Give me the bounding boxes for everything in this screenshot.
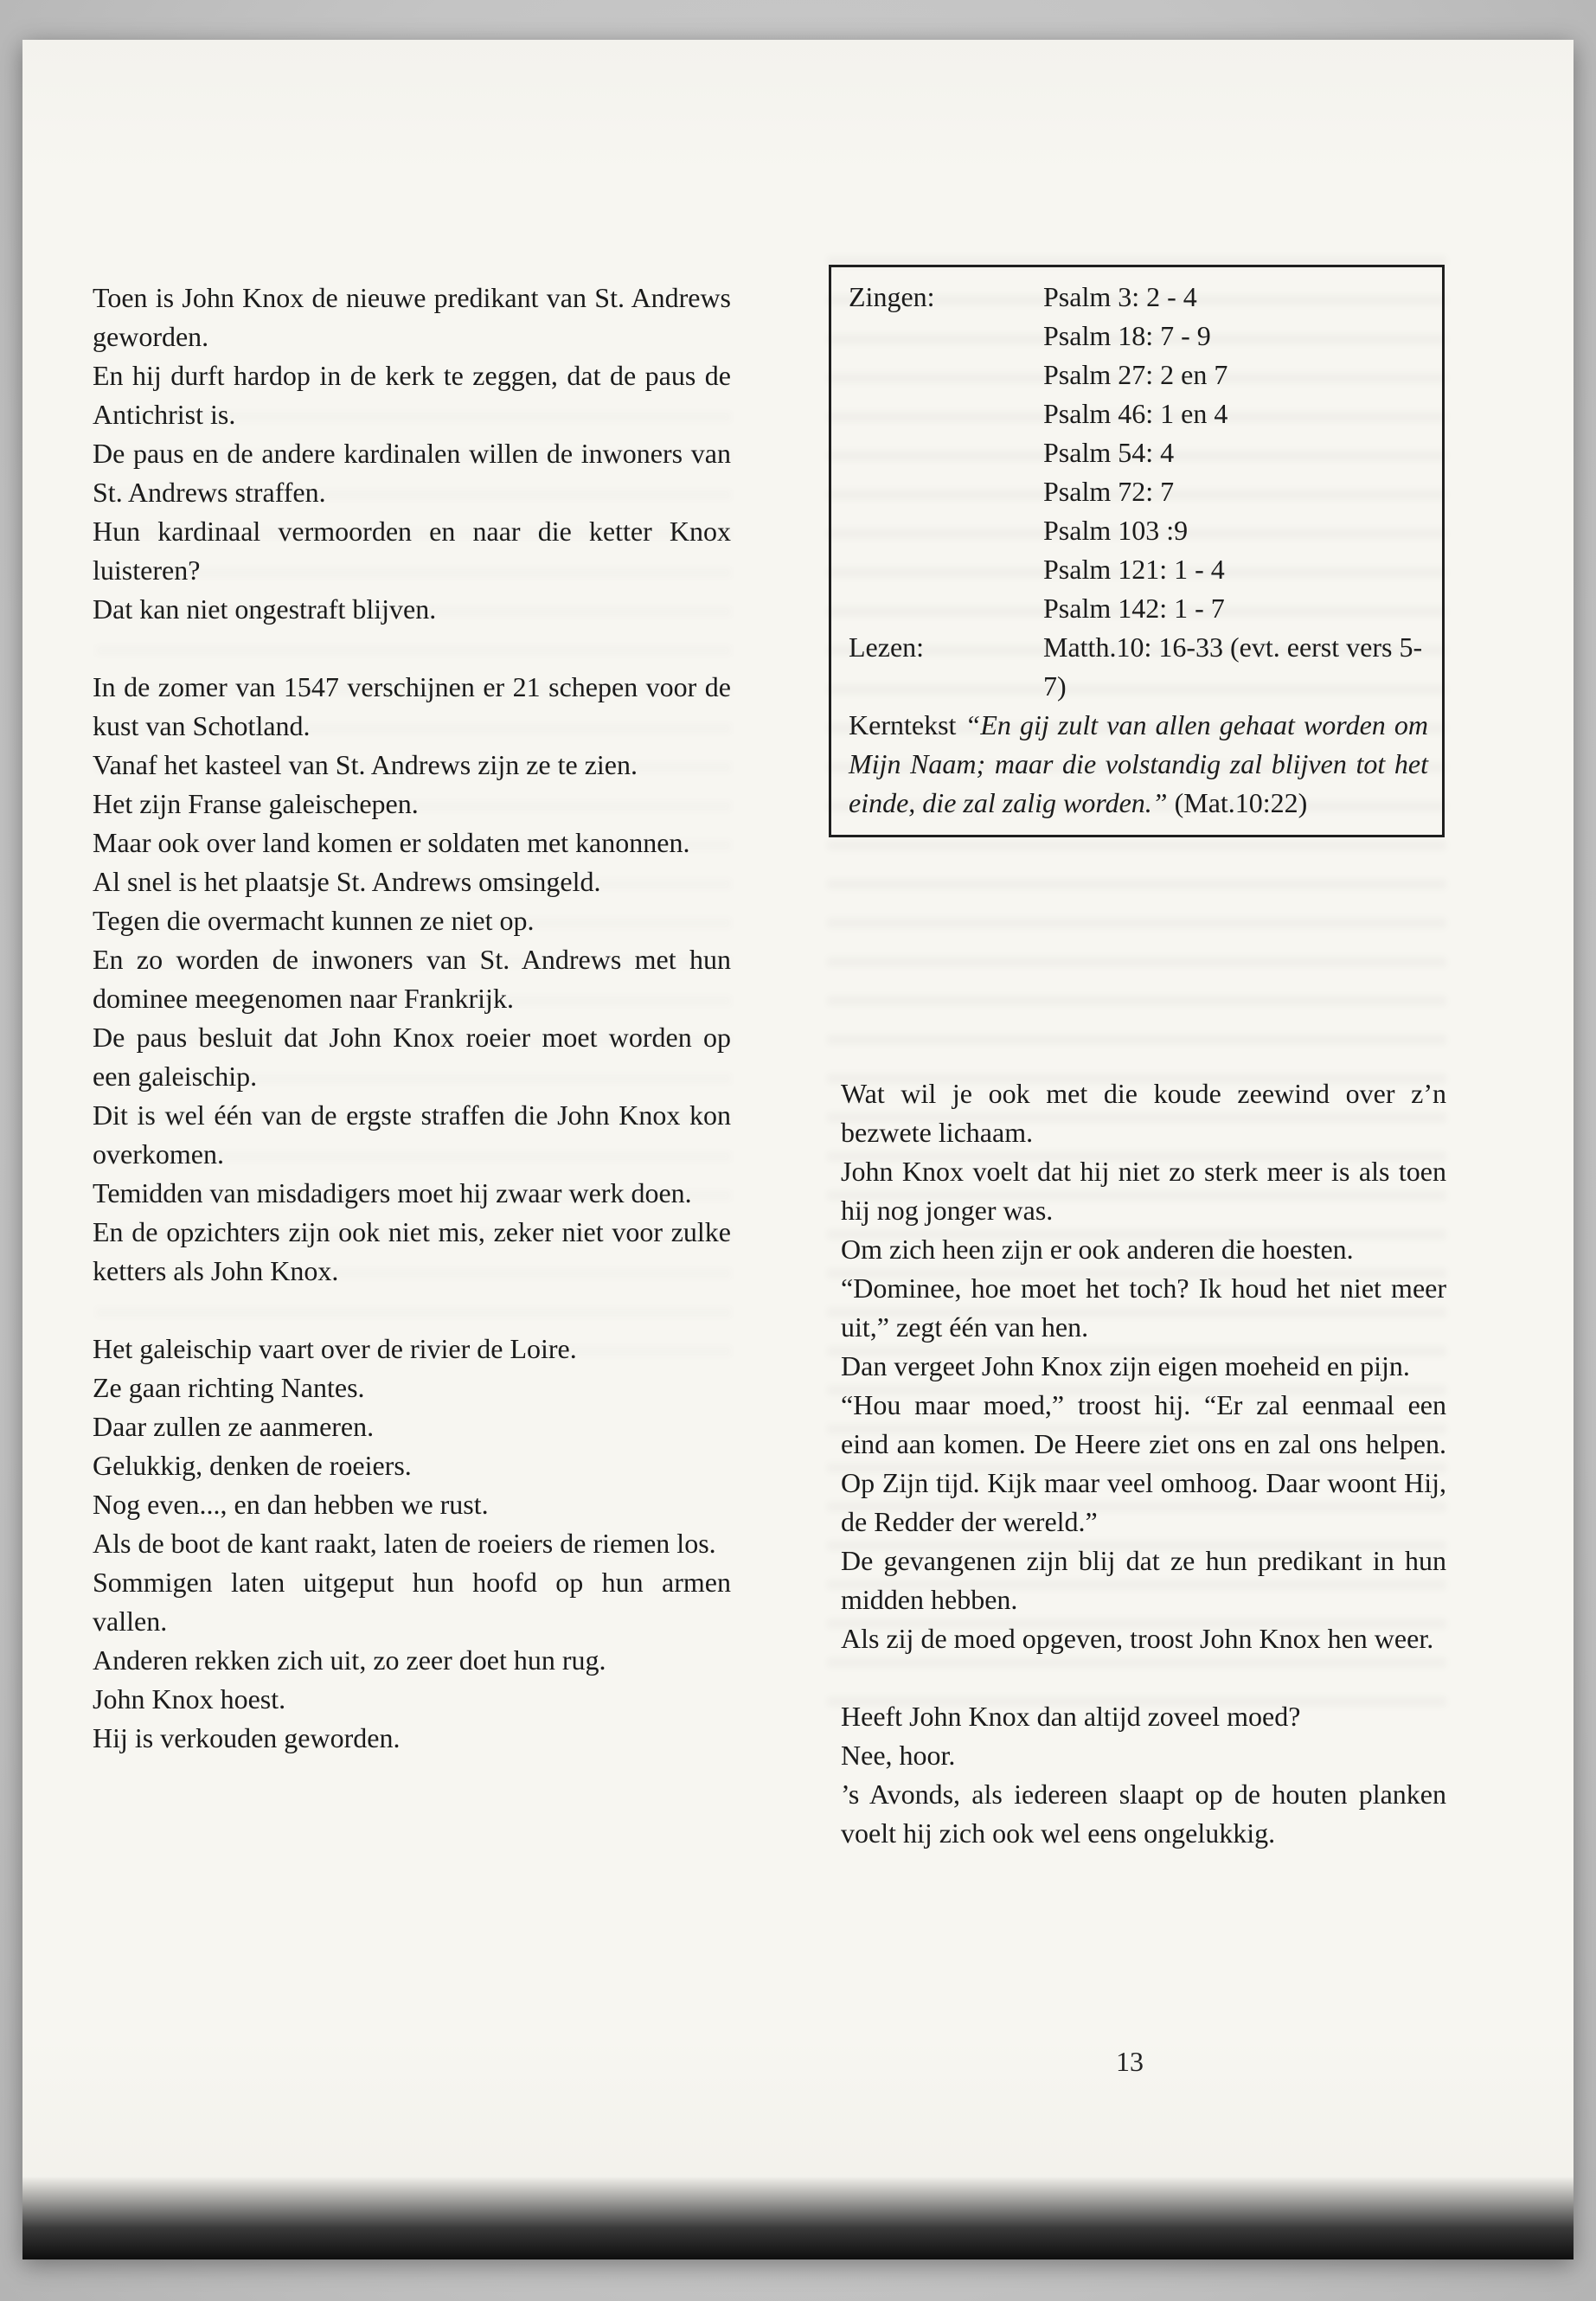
paragraph: Dan vergeet John Knox zijn eigen moeheid en pijn. bbox=[841, 1350, 1410, 1381]
paragraph: De paus en de andere kardinalen willen de inwoners van St. Andrews straffen. bbox=[93, 438, 731, 508]
paragraph: “Dominee, hoe moet het toch? Ik houd het niet meer uit,” zegt één van hen. bbox=[841, 1272, 1446, 1343]
psalm-list bbox=[1043, 278, 1428, 628]
paragraph: En hij durft hardop in de kerk te zeggen, dat de paus de Antichrist is. bbox=[93, 360, 731, 430]
paragraph: En zo worden de inwoners van St. Andrews met hun dominee meegenomen naar Frankrijk. bbox=[93, 944, 731, 1014]
psalm-item: Psalm 27: 2 en 7 bbox=[1043, 359, 1228, 390]
zingen-row bbox=[849, 278, 1428, 628]
psalm-item: Psalm 72: 7 bbox=[1043, 476, 1175, 507]
right-column bbox=[841, 1074, 1446, 1853]
zingen-label: Zingen: bbox=[849, 281, 935, 312]
page-number: 13 bbox=[1116, 2046, 1144, 2077]
paragraph: Nog even..., en dan hebben we rust. bbox=[93, 1489, 489, 1520]
lezen-label: Lezen: bbox=[849, 631, 925, 663]
psalm-item: Psalm 18: 7 - 9 bbox=[1043, 320, 1211, 351]
kerntekst-paragraph bbox=[849, 706, 1428, 823]
paragraph: Om zich heen zijn er ook anderen die hoesten. bbox=[841, 1234, 1354, 1265]
paragraph: John Knox hoest. bbox=[93, 1683, 286, 1715]
kerntekst-quote: “En gij zult van allen gehaat worden om Mijn Naam; maar die volstandig zal blijven tot het einde, die zal zalig worden.” bbox=[849, 709, 1429, 818]
text-block bbox=[93, 279, 731, 629]
paragraph: Dat kan niet ongestraft blijven. bbox=[93, 593, 437, 625]
paragraph: Gelukkig, denken de roeiers. bbox=[93, 1450, 412, 1481]
paragraph: Het zijn Franse galeischepen. bbox=[93, 788, 419, 819]
text-block bbox=[841, 1074, 1446, 1658]
psalm-item: Psalm 103 :9 bbox=[1043, 515, 1189, 546]
paragraph: Anderen rekken zich uit, zo zeer doet hun rug. bbox=[93, 1644, 606, 1676]
paragraph: Dit is wel één van de ergste straffen die John Knox kon overkomen. bbox=[93, 1099, 731, 1170]
paragraph: Heeft John Knox dan altijd zoveel moed? bbox=[841, 1701, 1301, 1732]
psalm-item: Psalm 142: 1 - 7 bbox=[1043, 593, 1225, 624]
paragraph: De gevangenen zijn blij dat ze hun predikant in hun midden hebben. bbox=[841, 1545, 1446, 1615]
paragraph: Sommigen laten uitgeput hun hoofd op hun armen vallen. bbox=[93, 1567, 731, 1637]
text-block bbox=[841, 1697, 1446, 1853]
paragraph: ’s Avonds, als iedereen slaapt op de houten planken voelt hij zich ook wel eens ongelukkig. bbox=[841, 1779, 1446, 1849]
paragraph: De paus besluit dat John Knox roeier moet worden op een galeischip. bbox=[93, 1022, 731, 1092]
paragraph: John Knox voelt dat hij niet zo sterk meer is als toen hij nog jonger was. bbox=[841, 1156, 1446, 1226]
paragraph: In de zomer van 1547 verschijnen er 21 schepen voor de kust van Schotland. bbox=[93, 671, 731, 741]
paragraph: Als de boot de kant raakt, laten de roeiers de riemen los. bbox=[93, 1528, 716, 1559]
paragraph: Wat wil je ook met die koude zeewind over z’n bezwete lichaam. bbox=[841, 1078, 1446, 1148]
left-column bbox=[93, 279, 731, 1758]
paragraph: Temidden van misdadigers moet hij zwaar werk doen. bbox=[93, 1177, 692, 1208]
paragraph: Vanaf het kasteel van St. Andrews zijn ze te zien. bbox=[93, 749, 638, 780]
paragraph: Hij is verkouden geworden. bbox=[93, 1722, 401, 1753]
page-bottom-shadow bbox=[22, 2176, 1574, 2259]
paragraph: Als zij de moed opgeven, troost John Knox hen weer. bbox=[841, 1623, 1434, 1654]
lezen-text: Matth.10: 16-33 (evt. eerst vers 5-7) bbox=[1043, 631, 1423, 702]
book-page bbox=[22, 40, 1574, 2259]
text-block bbox=[93, 1330, 731, 1758]
psalm-item: Psalm 46: 1 en 4 bbox=[1043, 398, 1228, 429]
lezen-row bbox=[849, 628, 1428, 706]
paragraph: Het galeischip vaart over de rivier de Loire. bbox=[93, 1333, 577, 1364]
paragraph: Al snel is het plaatsje St. Andrews omsingeld. bbox=[93, 866, 601, 897]
paragraph: Maar ook over land komen er soldaten met kanonnen. bbox=[93, 827, 690, 858]
paragraph: En de opzichters zijn ook niet mis, zeker niet voor zulke ketters als John Knox. bbox=[93, 1216, 731, 1286]
paragraph: Tegen die overmacht kunnen ze niet op. bbox=[93, 905, 535, 936]
psalm-item: Psalm 54: 4 bbox=[1043, 437, 1175, 468]
psalm-reading-box bbox=[829, 265, 1445, 837]
psalm-item: Psalm 121: 1 - 4 bbox=[1043, 554, 1225, 585]
paragraph: Daar zullen ze aanmeren. bbox=[93, 1411, 375, 1442]
paragraph: Hun kardinaal vermoorden en naar die ketter Knox luisteren? bbox=[93, 516, 731, 586]
psalm-item: Psalm 3: 2 - 4 bbox=[1043, 281, 1197, 312]
kerntekst-label: Kerntekst bbox=[849, 709, 957, 740]
paragraph: Nee, hoor. bbox=[841, 1740, 956, 1771]
kerntekst-reference: (Mat.10:22) bbox=[1174, 787, 1308, 818]
paragraph: Toen is John Knox de nieuwe predikant van St. Andrews geworden. bbox=[93, 282, 731, 352]
paragraph: “Hou maar moed,” troost hij. “Er zal eenmaal een eind aan komen. De Heere ziet ons en zal ons helpen. Op Zijn tijd. Kijk maar veel omhoog. Daar woont Hij, de Redder der wereld.” bbox=[841, 1389, 1446, 1537]
paragraph: Ze gaan richting Nantes. bbox=[93, 1372, 365, 1403]
text-block bbox=[93, 668, 731, 1291]
